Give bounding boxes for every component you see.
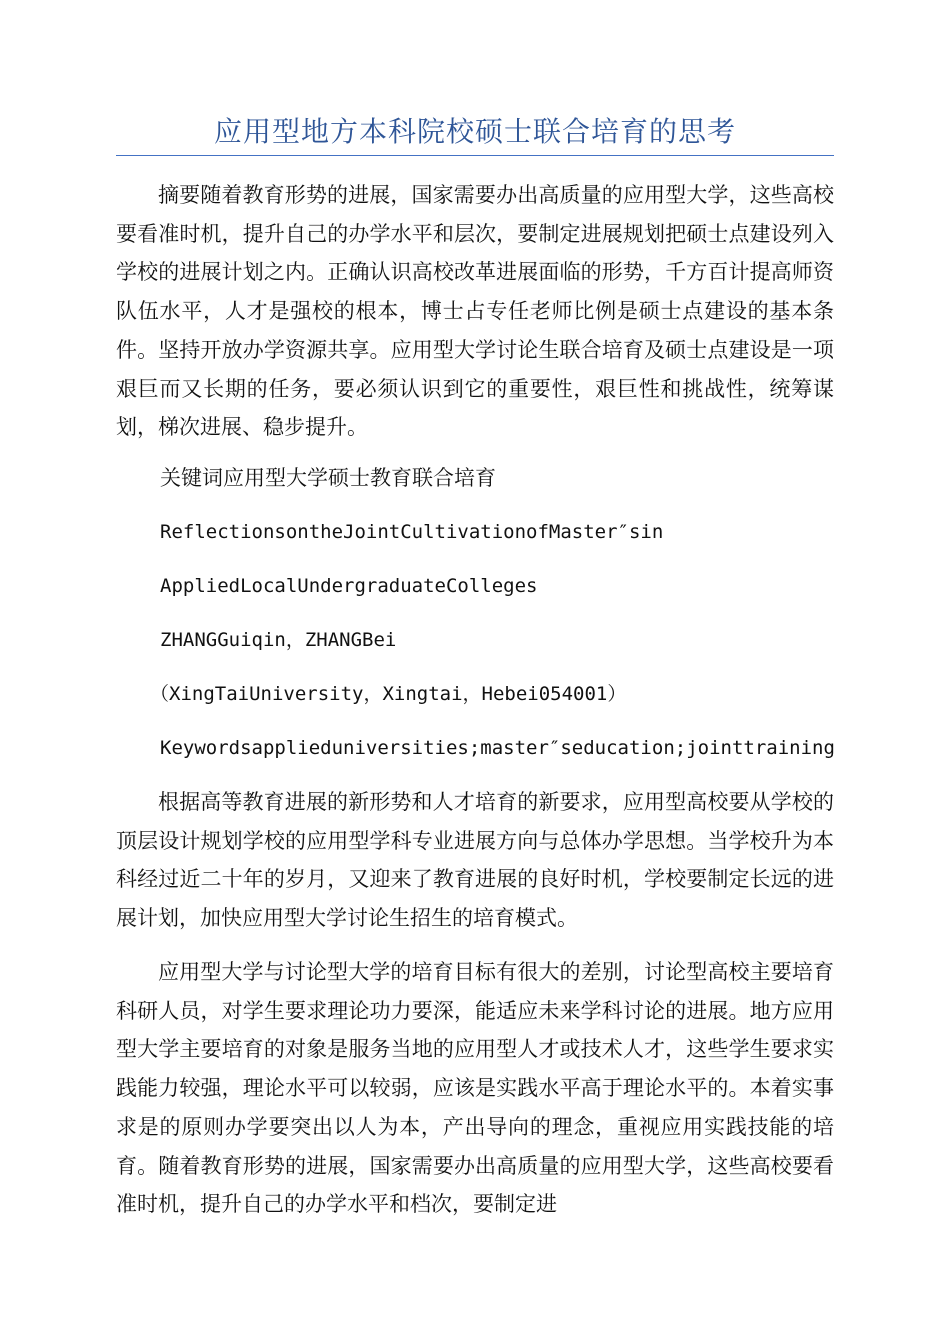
english-keywords: Keywordsapplieduniversities;master″seducation;jointtraining [160,737,835,759]
body-paragraph-1: 根据高等教育进展的新形势和人才培育的新要求，应用型高校要从学校的顶层设计规划学校的应用型学科专业进展方向与总体办学思想。当学校升为本科经过近二十年的岁月，又迎来了教育进展的良好时机，学校要制定长远的进展计划，加快应用型大学讨论生招生的培育模式。 [116,790,834,931]
chinese-keywords: 关键词应用型大学硕士教育联合培育 [160,466,496,490]
abstract-paragraph: 摘要随着教育形势的进展，国家需要办出高质量的应用型大学，这些高校要看准时机，提升自己的办学水平和层次，要制定进展规划把硕士点建设列入学校的进展计划之内。正确认识高校改革进展面临的形势，千方百计提高师资队伍水平，人才是强校的根本，博士占专任老师比例是硕士点建设的基本条件。坚持开放办学资源共享。应用型大学讨论生联合培育及硕士点建设是一项艰巨而又长期的任务，要必须认识到它的重要性，艰巨性和挑战性，统筹谋划，梯次进展、稳步提升。 [116,183,834,440]
body-paragraph-2: 应用型大学与讨论型大学的培育目标有很大的差别，讨论型高校主要培育科研人员，对学生要求理论功力要深，能适应未来学科讨论的进展。地方应用型大学主要培育的对象是服务当地的应用型人才或技术人才，这些学生要求实践能力较强，理论水平可以较弱，应该是实践水平高于理论水平的。本着实事求是的原则办学要突出以人为本，产出导向的理念，重视应用实践技能的培育。随着教育形势的进展，国家需要办出高质量的应用型大学，这些高校要看准时机，提升自己的办学水平和档次，要制定进 [116,960,834,1217]
english-authors: ZHANGGuiqin，ZHANGBei [160,629,397,651]
title-underline [116,155,834,156]
english-title-line-2: AppliedLocalUndergraduateColleges [160,575,538,597]
english-affiliation: （XingTaiUniversity，Xingtai，Hebei054001） [150,683,627,705]
english-title-line-1: ReflectionsontheJointCultivationofMaster″sin [160,521,664,543]
document-title: 应用型地方本科院校硕士联合培育的思考 [213,115,736,148]
